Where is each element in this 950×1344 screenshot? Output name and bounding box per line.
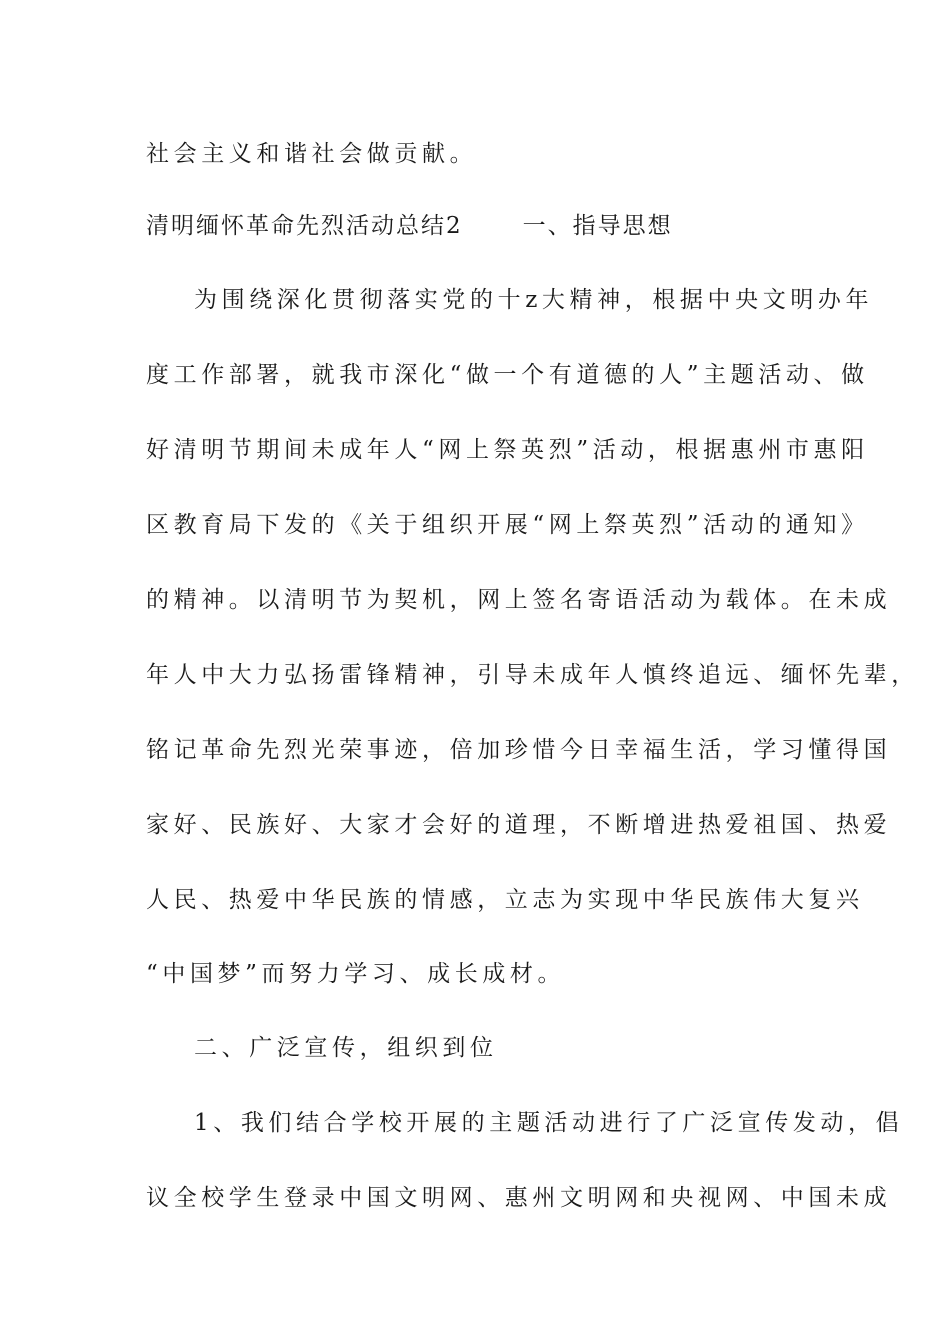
paragraph-line: “中国梦”而努力学习、成长成材。 [146,961,566,987]
paragraph-line: 1、我们结合学校开展的主题活动进行了广泛宣传发动，倡 [194,1110,904,1136]
paragraph-line: 为围绕深化贯彻落实党的十z大精神，根据中央文明办年 [194,287,874,313]
paragraph-line: 年人中大力弘扬雷锋精神，引导未成年人慎终追远、缅怀先辈， [146,662,919,688]
paragraph-line: 人民、热爱中华民族的情感，立志为实现中华民族伟大复兴 [146,887,864,913]
paragraph-line: 社会主义和谐社会做贡献。 [146,141,478,167]
document-title: 清明缅怀革命先烈活动总结2 [146,213,463,239]
paragraph-line: 家好、民族好、大家才会好的道理，不断增进热爱祖国、热爱 [146,812,892,838]
paragraph-line: 区教育局下发的《关于组织开展“网上祭英烈”活动的通知》 [146,512,869,538]
paragraph-line: 的精神。以清明节为契机，网上签名寄语活动为载体。在未成 [146,587,892,613]
paragraph-line: 好清明节期间未成年人“网上祭英烈”活动，根据惠州市惠阳 [146,437,869,463]
section-heading: 一、指导思想 [522,213,673,239]
paragraph-line: 铭记革命先烈光荣事迹，倍加珍惜今日幸福生活，学习懂得国 [146,737,892,763]
paragraph-line: 度工作部署，就我市深化“做一个有道德的人”主题活动、做 [146,362,869,388]
paragraph-line: 议全校学生登录中国文明网、惠州文明网和央视网、中国未成 [146,1185,892,1211]
document-title-line [146,211,826,241]
subsection-heading: 二、广泛宣传，组织到位 [194,1035,498,1061]
